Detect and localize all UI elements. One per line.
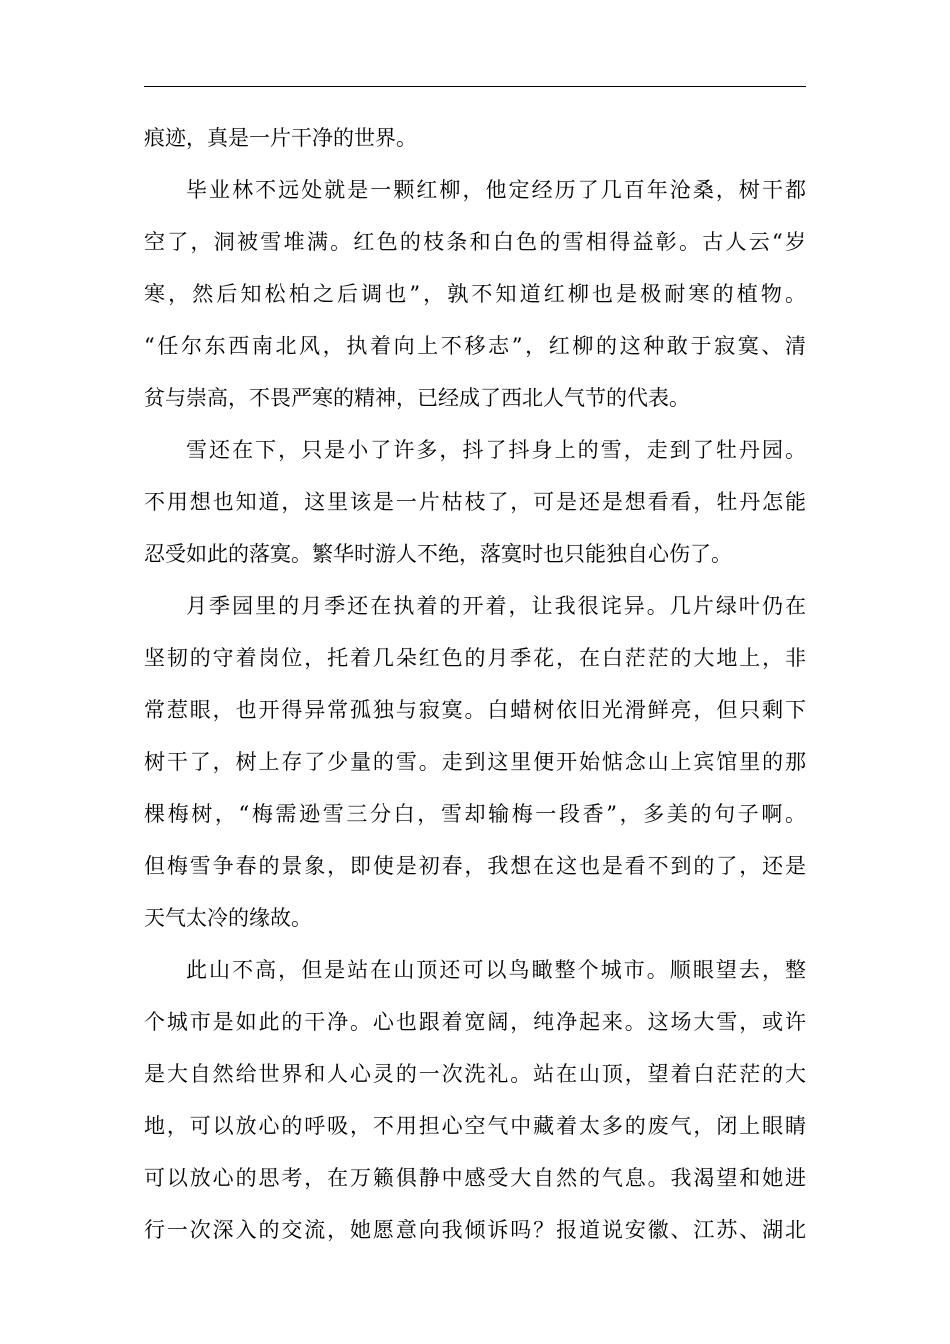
text-line: 坚韧的守着岗位，托着几朵红色的月季花，在白茫茫的大地上，非 (144, 646, 806, 670)
text-line: 行一次深入的交流，她愿意向我倾诉吗？报道说安徽、江苏、湖北 (144, 1218, 806, 1242)
text-line: 常惹眼，也开得异常孤独与寂寞。白蜡树依旧光滑鲜亮，但只剩下 (144, 698, 806, 722)
header-rule (144, 86, 806, 87)
text-line: 贫与崇高，不畏严寒的精神，已经成了西北人气节的代表。 (144, 386, 690, 410)
text-line: 空了，洞被雪堆满。红色的枝条和白色的雪相得益彰。古人云“岁 (144, 230, 806, 254)
text-line: 树干了，树上存了少量的雪。走到这里便开始惦念山上宾馆里的那 (144, 750, 806, 774)
text-line: 痕迹，真是一片干净的世界。 (144, 126, 417, 150)
text-line: 但梅雪争春的景象，即使是初春，我想在这也是看不到的了，还是 (144, 854, 806, 878)
text-line: 忍受如此的落寞。繁华时游人不绝，落寞时也只能独自心伤了。 (144, 542, 732, 566)
text-line: 雪还在下，只是小了许多，抖了抖身上的雪，走到了牡丹园。 (186, 438, 806, 462)
text-line: 棵梅树，“梅需逊雪三分白，雪却输梅一段香”，多美的句子啊。 (144, 802, 806, 826)
text-line: 是大自然给世界和人心灵的一次洗礼。站在山顶，望着白茫茫的大 (144, 1062, 806, 1086)
text-line: 天气太冷的缘故。 (144, 906, 312, 930)
text-line: 个城市是如此的干净。心也跟着宽阔，纯净起来。这场大雪，或许 (144, 1010, 806, 1034)
text-line: 地，可以放心的呼吸，不用担心空气中藏着太多的废气，闭上眼睛 (144, 1114, 806, 1138)
text-line: “任尔东西南北风，执着向上不移志”，红柳的这种敢于寂寞、清 (144, 334, 806, 358)
text-line: 可以放心的思考，在万籁俱静中感受大自然的气息。我渴望和她进 (144, 1166, 806, 1190)
text-line: 不用想也知道，这里该是一片枯枝了，可是还是想看看，牡丹怎能 (144, 490, 806, 514)
text-line: 毕业林不远处就是一颗红柳，他定经历了几百年沧桑，树干都 (186, 178, 806, 202)
text-line: 月季园里的月季还在执着的开着，让我很诧异。几片绿叶仍在 (186, 594, 806, 618)
text-line: 寒，然后知松柏之后调也”，孰不知道红柳也是极耐寒的植物。 (144, 282, 806, 306)
text-line: 此山不高，但是站在山顶还可以鸟瞰整个城市。顺眼望去，整 (186, 958, 806, 982)
